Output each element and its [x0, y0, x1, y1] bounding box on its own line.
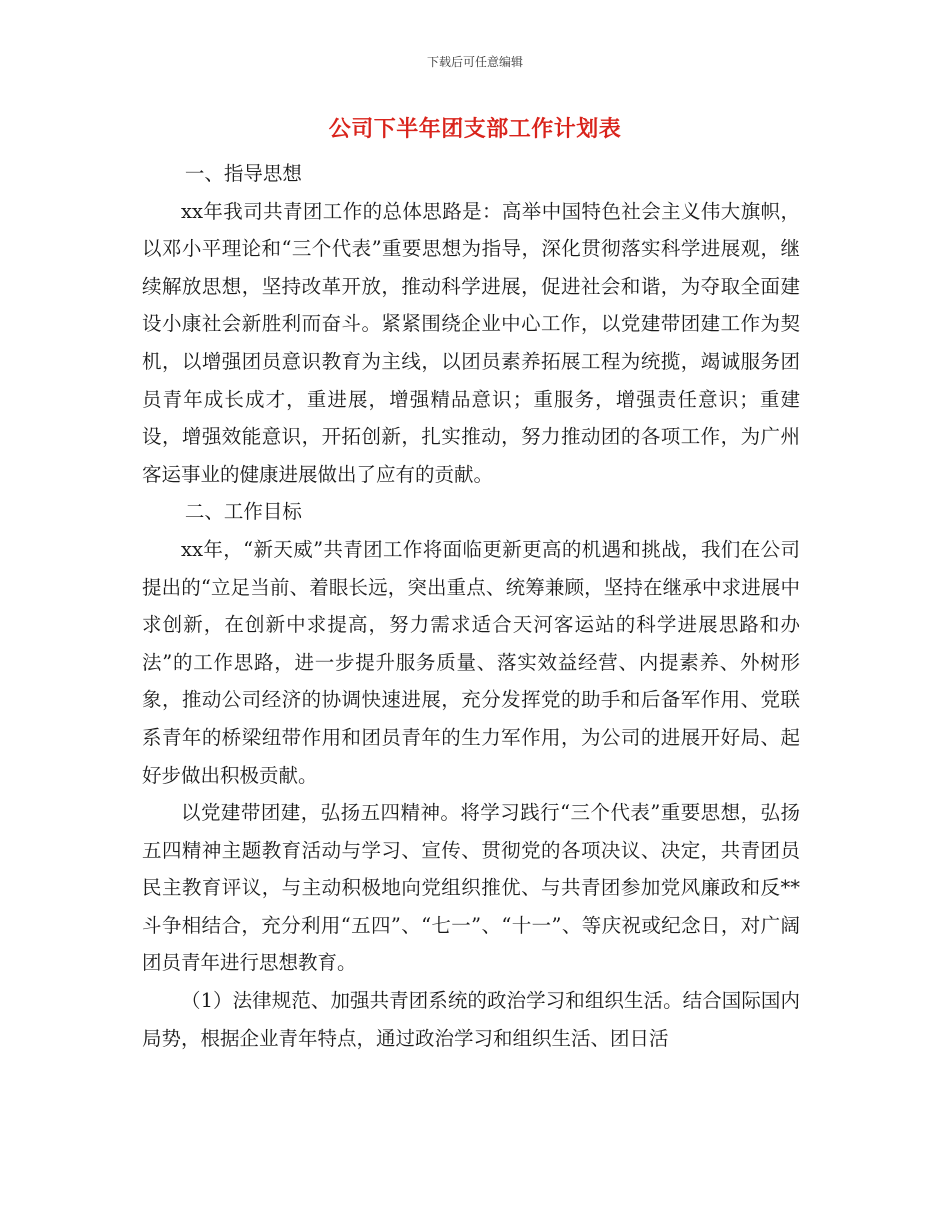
document-title: 公司下半年团支部工作计划表	[328, 117, 622, 142]
paragraph-party-building: 以党建带团建，弘扬五四精神。将学习践行“三个代表”重要思想，弘扬五四精神主题教育活动与学习、宣传、贯彻党的各项决议、决定，共青团员民主教育评议，与主动积极地向党组织推优、与共青团参加党风廉政和反**斗争相结合，充分利用“五四”、“七一”、“十一”、等庆祝或纪念日，对广阔团员青年进行思想教育。	[142, 801, 800, 975]
paragraph-item-1: （1）法律规范、加强共青团系统的政治学习和组织生活。结合国际国内局势，根据企业青年特点，通过政治学习和组织生活、团日活	[142, 989, 800, 1050]
paragraph-goals: xx年，“新天威”共青团工作将面临更新更高的机遇和挑战，我们在公司提出的“立足当前、着眼长远，突出重点、统筹兼顾，坚持在继承中求进展中求创新，在创新中求提高，努力需求适合天河客运站的科学进展思路和办法”的工作思路，进一步提升服务质量、落实效益经营、内提素养、外树形象，推动公司经济的协调快速进展，充分发挥党的助手和后备军作用、党联系青年的桥梁纽带作用和团员青年的生力军作用，为公司的进展开好局、起好步做出积极贡献。	[142, 537, 800, 787]
paragraph-overall-approach: xx年我司共青团工作的总体思路是：高举中国特色社会主义伟大旗帜，以邓小平理论和“三个代表”重要思想为指导，深化贯彻落实科学进展观，继续解放思想，坚持改革开放，推动科学进展，促进社会和谐，为夺取全面建设小康社会新胜利而奋斗。紧紧围绕企业中心工作，以党建带团建工作为契机，以增强团员意识教育为主线，以团员素养拓展工程为统揽，竭诚服务团员青年成长成才，重进展，增强精品意识；重服务，增强责任意识；重建设，增强效能意识，开拓创新，扎实推动，努力推动团的各项工作，为广州客运事业的健康进展做出了应有的贡献。	[142, 199, 800, 486]
header-note: 下载后可任意编辑	[426, 55, 523, 69]
section-heading-work-goals: 二、工作目标	[184, 500, 302, 524]
section-heading-guiding-thought: 一、指导思想	[184, 162, 302, 185]
document-body	[142, 155, 800, 1057]
